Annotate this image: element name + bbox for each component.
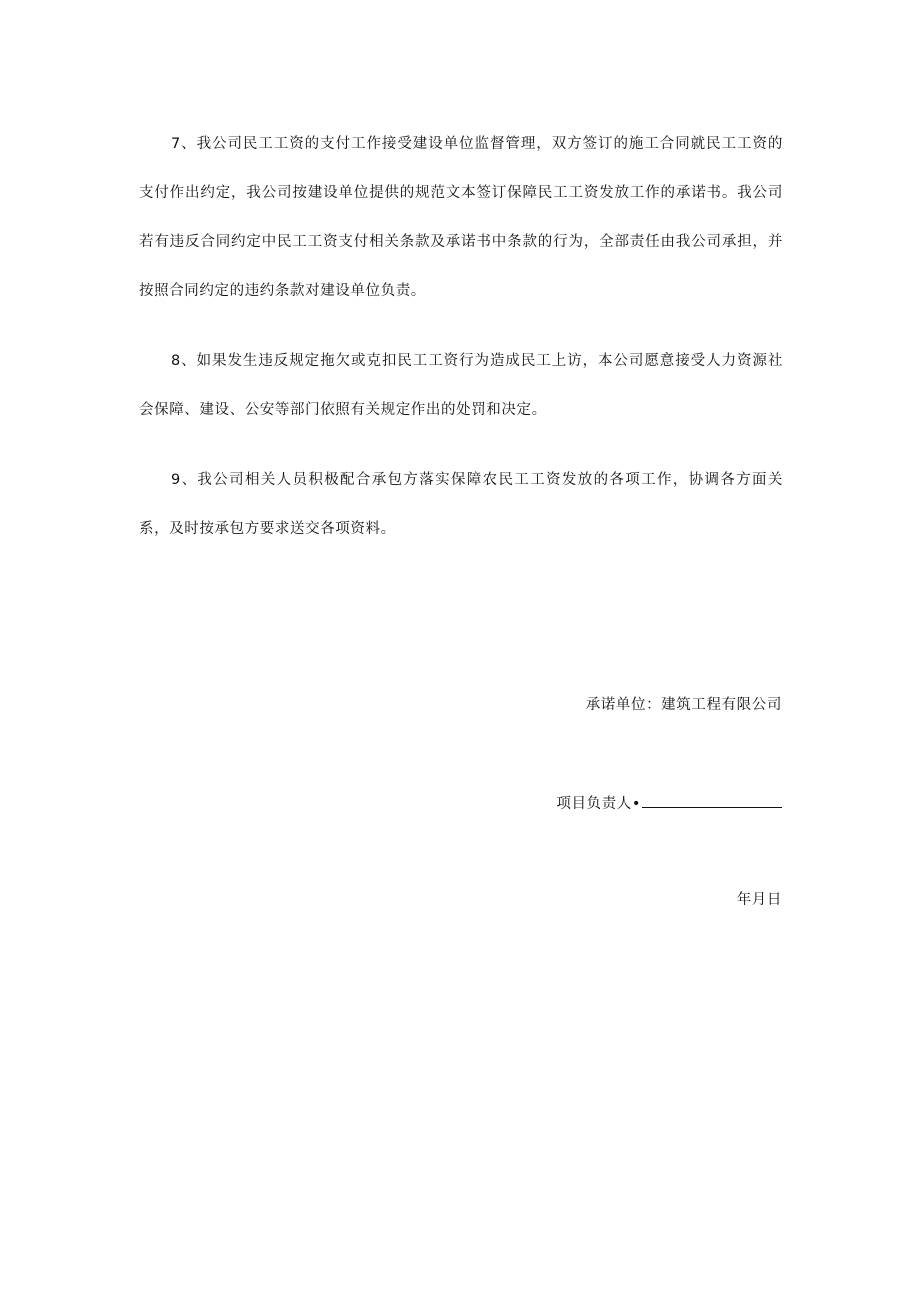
date-line: 年月日 <box>736 892 782 908</box>
signature-blank <box>642 792 782 808</box>
clause-9-paragraph: 9、我公司相关人员积极配合承包方落实保障农民工工资发放的各项工作，协调各方面关系，及时按承包方要求送交各项资料。 <box>139 472 783 537</box>
project-leader-label: 项目负责人• <box>556 796 641 812</box>
clause-8-paragraph: 8、如果发生违反规定拖欠或克扣民工工资行为造成民工上访，本公司愿意接受人力资源社会保障、建设、公安等部门依照有关规定作出的处罚和决定。 <box>139 353 783 418</box>
clause-7-paragraph: 7、我公司民工工资的支付工作接受建设单位监督管理，双方签订的施工合同就民工工资的支付作出约定，我公司按建设单位提供的规范文本签订保障民工工资发放工作的承诺书。我公司若有违反合同约定中民工工资支付相关条款及承诺书中条款的行为，全部责任由我公司承担，并按照合同约定的违约条款对建设单位负责。 <box>139 136 783 299</box>
project-leader-line <box>556 792 782 814</box>
promising-unit-line: 承诺单位：建筑工程有限公司 <box>585 697 782 713</box>
